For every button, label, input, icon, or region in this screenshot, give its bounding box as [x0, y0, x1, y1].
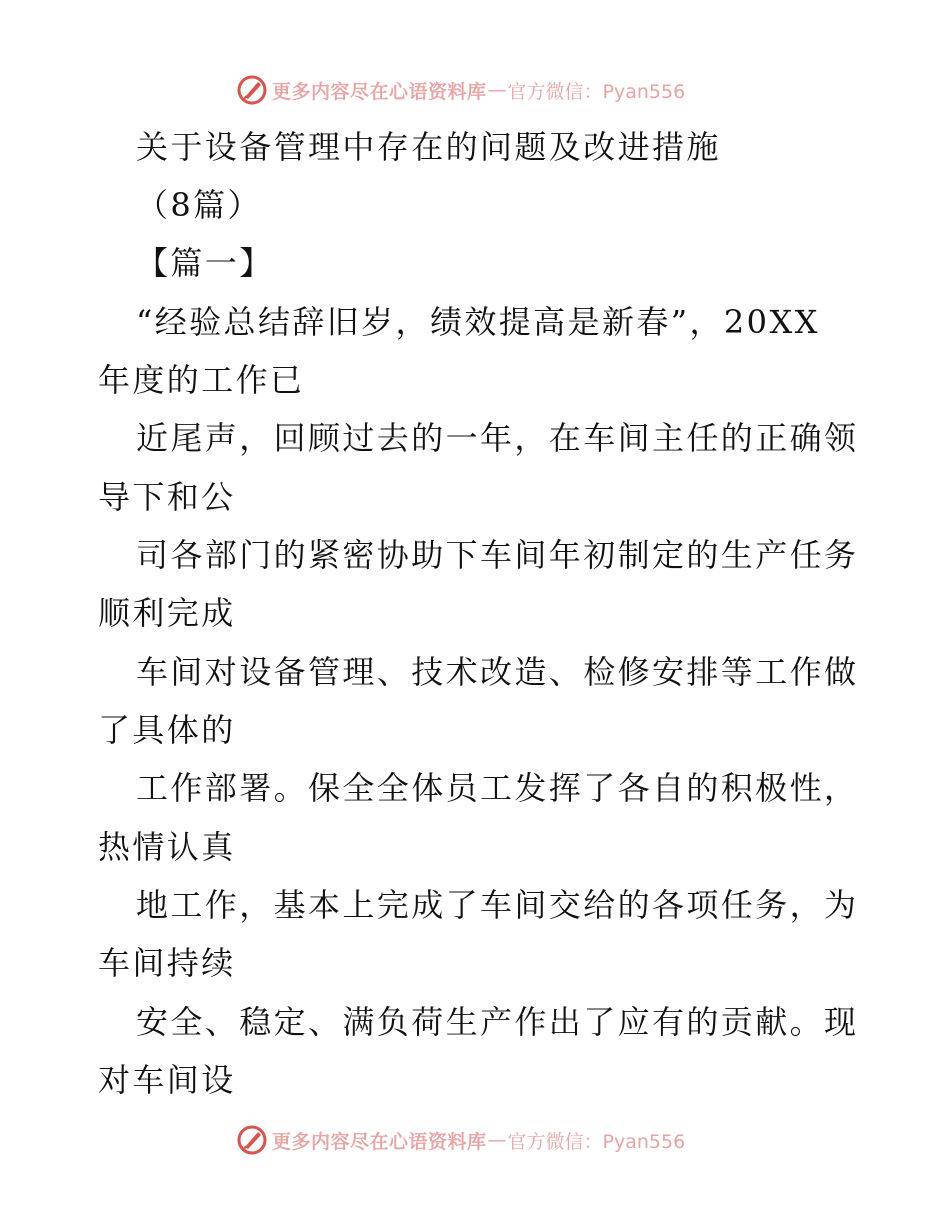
- watermark-dash: —: [487, 79, 507, 101]
- watermark-contact-text: 官方微信：Pyan556: [507, 1130, 686, 1153]
- header-watermark: [236, 73, 685, 107]
- section-heading: 【篇一】: [136, 244, 274, 282]
- paragraph-line: 导下和公: [98, 478, 236, 516]
- document-title: 关于设备管理中存在的问题及改进措施: [136, 128, 721, 166]
- paragraph-line: 年度的工作已: [98, 361, 305, 399]
- paragraph-line: 对车间设: [98, 1061, 236, 1099]
- watermark-contact-text: 官方微信：Pyan556: [507, 80, 686, 103]
- watermark-dash: —: [487, 1129, 507, 1151]
- feather-pen-logo-icon: [236, 74, 268, 106]
- watermark-site-text: 更多内容尽在心语资料库: [272, 1130, 487, 1153]
- paragraph-line: 了具体的: [98, 711, 236, 749]
- paragraph-line: 安全、稳定、满负荷生产作出了应有的贡献。现: [136, 1003, 859, 1041]
- paragraph-line: 顺利完成: [98, 594, 236, 632]
- footer-watermark: [236, 1123, 685, 1157]
- paragraph-line: “经验总结辞旧岁，绩效提高是新春”，20XX: [136, 303, 820, 341]
- document-title-count: （8篇）: [136, 186, 262, 224]
- paragraph-line: 热情认真: [98, 828, 236, 866]
- feather-pen-logo-icon: [236, 1124, 268, 1156]
- paragraph-line: 地工作，基本上完成了车间交给的各项任务，为: [136, 886, 859, 924]
- watermark-site-text: 更多内容尽在心语资料库: [272, 80, 487, 103]
- paragraph-line: 车间对设备管理、技术改造、检修安排等工作做: [136, 653, 859, 691]
- paragraph-line: 工作部署。保全全体员工发挥了各自的积极性，: [136, 769, 859, 807]
- paragraph-line: 司各部门的紧密协助下车间年初制定的生产任务: [136, 536, 859, 574]
- paragraph-line: 近尾声，回顾过去的一年，在车间主任的正确领: [136, 419, 859, 457]
- paragraph-line: 车间持续: [98, 944, 236, 982]
